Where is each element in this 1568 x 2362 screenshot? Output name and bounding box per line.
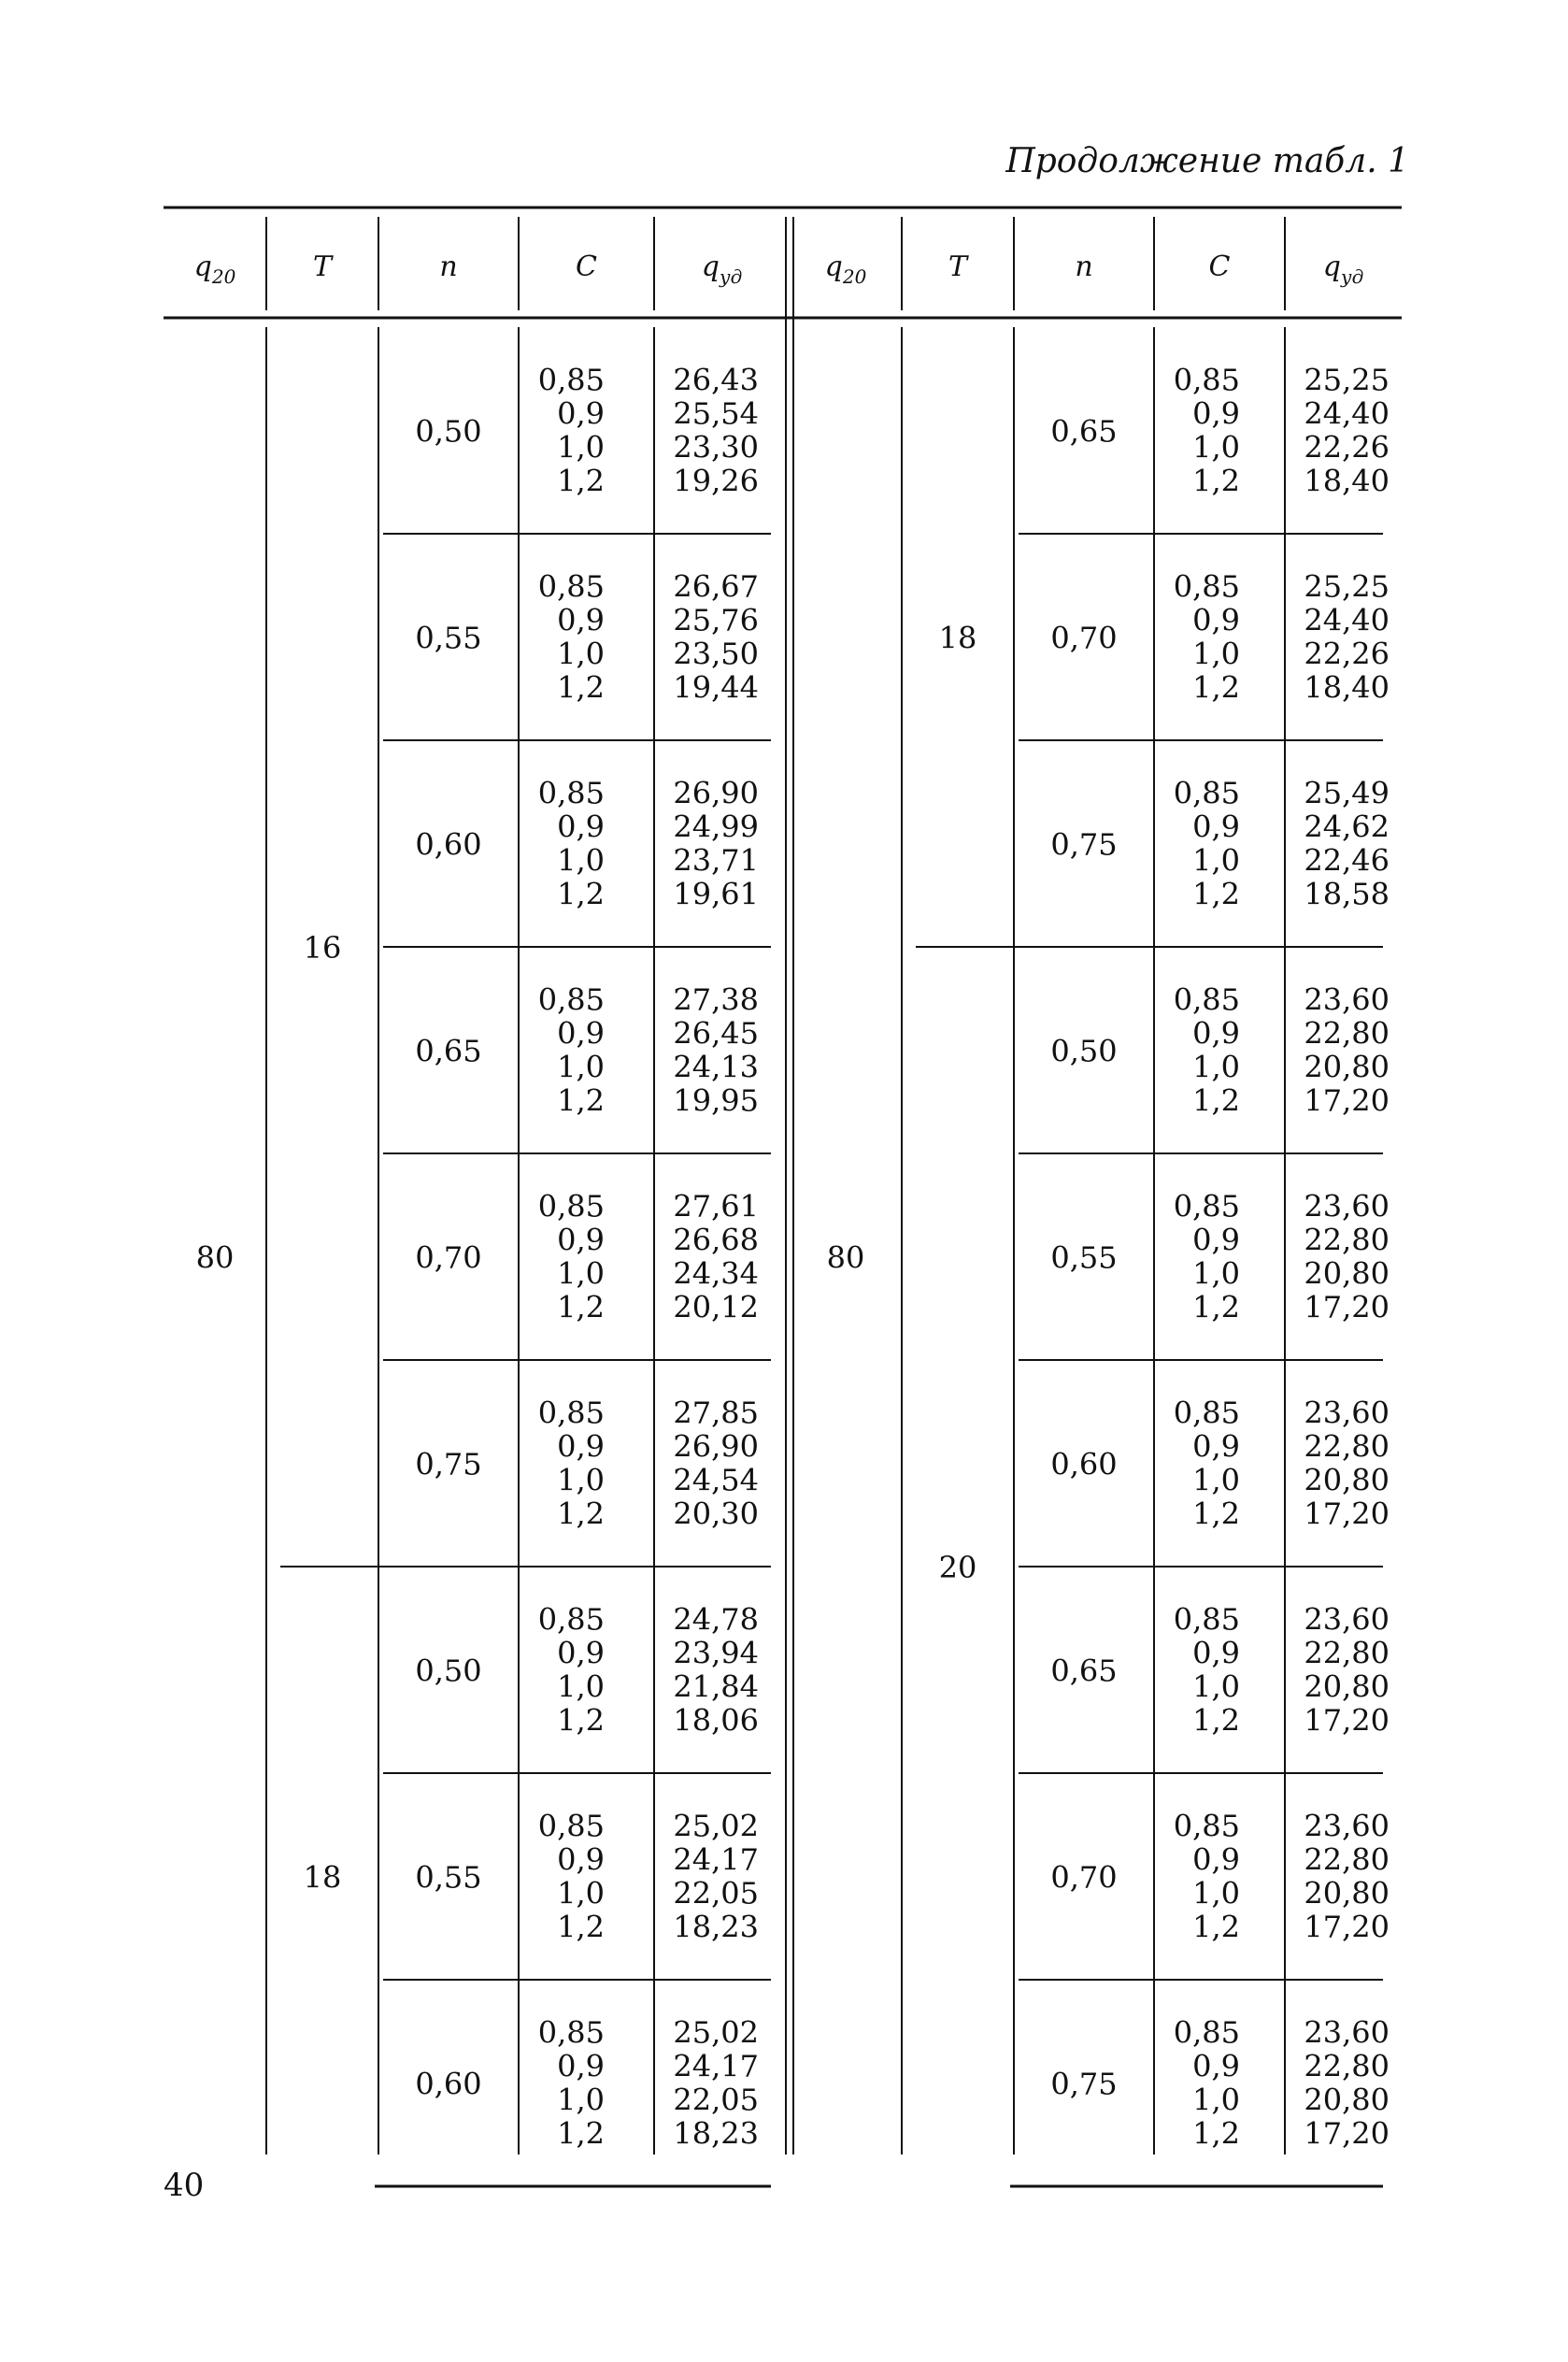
q-ud-value: 20,80 (1304, 2082, 1390, 2118)
n-value: 0,55 (415, 1859, 482, 1896)
C-value: 1,0 (1192, 1668, 1240, 1705)
q-ud-value: 23,71 (673, 842, 759, 879)
q-ud-value: 18,06 (673, 1702, 759, 1739)
q-ud-value: 24,99 (673, 809, 759, 845)
q20-value: 80 (195, 1239, 235, 1276)
C-value: 1,0 (1192, 1049, 1240, 1085)
C-value: 0,9 (557, 602, 605, 638)
q-ud-value: 18,40 (1304, 463, 1390, 499)
C-value: 1,2 (1192, 1909, 1240, 1945)
q-ud-value: 20,80 (1304, 1462, 1390, 1498)
q-ud-value: 17,20 (1304, 1289, 1390, 1325)
q-ud-value: 17,20 (1304, 2115, 1390, 2152)
q-ud-value: 24,17 (673, 2048, 759, 2084)
C-value: 0,9 (1192, 1015, 1240, 1052)
T-value: 16 (303, 930, 342, 966)
q-ud-value: 19,26 (673, 463, 759, 499)
C-value: 1,2 (557, 1082, 605, 1119)
n-value: 0,60 (1050, 1446, 1118, 1482)
C-value: 0,85 (537, 1188, 605, 1224)
C-value: 1,0 (557, 1462, 605, 1498)
header-n: n (1075, 251, 1093, 283)
C-value: 1,2 (557, 1289, 605, 1325)
q-ud-value: 26,67 (673, 568, 759, 605)
C-value: 0,85 (1173, 1395, 1240, 1431)
C-value: 1,2 (557, 876, 605, 912)
n-value: 0,70 (415, 1239, 482, 1276)
C-value: 1,2 (1192, 463, 1240, 499)
C-value: 0,9 (1192, 2048, 1240, 2084)
q-ud-value: 25,02 (673, 2014, 759, 2051)
C-value: 0,9 (1192, 1428, 1240, 1465)
header-q-ud: $q_{уд}$ (1322, 251, 1364, 288)
q-ud-value: 22,80 (1304, 1635, 1390, 1671)
q-ud-value: 21,84 (673, 1668, 759, 1705)
header-T: T (948, 251, 968, 283)
C-value: 0,85 (537, 362, 605, 398)
C-value: 0,9 (557, 809, 605, 845)
C-value: 0,9 (557, 1841, 605, 1878)
n-value: 0,55 (1050, 1239, 1118, 1276)
header-C: C (1208, 251, 1231, 283)
q-ud-value: 27,85 (673, 1395, 759, 1431)
n-value: 0,65 (1050, 1653, 1118, 1689)
q-ud-value: 24,54 (673, 1462, 759, 1498)
q-ud-value: 26,43 (673, 362, 759, 398)
n-value: 0,50 (415, 413, 482, 450)
q-ud-value: 23,60 (1304, 981, 1390, 1018)
q-ud-value: 18,40 (1304, 669, 1390, 706)
C-value: 0,85 (537, 2014, 605, 2051)
n-value: 0,75 (415, 1446, 482, 1482)
q-ud-value: 22,80 (1304, 1015, 1390, 1052)
n-value: 0,75 (1050, 2066, 1118, 2102)
q-ud-value: 22,05 (673, 2082, 759, 2118)
q-ud-value: 19,61 (673, 876, 759, 912)
q-ud-value: 26,90 (673, 775, 759, 811)
q-ud-value: 25,25 (1304, 362, 1390, 398)
header-T: T (312, 251, 333, 283)
C-value: 0,85 (537, 981, 605, 1018)
C-value: 0,9 (557, 1635, 605, 1671)
q-ud-value: 17,20 (1304, 1909, 1390, 1945)
q-ud-value: 25,02 (673, 1808, 759, 1844)
C-value: 0,9 (557, 395, 605, 432)
q-ud-value: 17,20 (1304, 1496, 1390, 1532)
q-ud-value: 26,68 (673, 1222, 759, 1258)
C-value: 0,85 (1173, 1601, 1240, 1638)
q-ud-value: 25,49 (1304, 775, 1390, 811)
C-value: 1,0 (557, 2082, 605, 2118)
n-value: 0,60 (415, 2066, 482, 2102)
n-value: 0,65 (1050, 413, 1118, 450)
q-ud-value: 23,94 (673, 1635, 759, 1671)
C-value: 1,0 (557, 429, 605, 465)
C-value: 1,0 (557, 1875, 605, 1911)
C-value: 0,85 (537, 1808, 605, 1844)
header-q20: $q_{20}$ (193, 251, 236, 288)
q-ud-value: 22,05 (673, 1875, 759, 1911)
q-ud-value: 20,80 (1304, 1255, 1390, 1292)
C-value: 0,9 (1192, 1635, 1240, 1671)
page-number: 40 (164, 2167, 205, 2204)
q-ud-value: 24,78 (673, 1601, 759, 1638)
C-value: 1,2 (1192, 876, 1240, 912)
C-value: 1,0 (1192, 1875, 1240, 1911)
C-value: 1,0 (557, 636, 605, 672)
q-ud-value: 25,54 (673, 395, 759, 432)
table-caption: Продолжение табл. 1 (1005, 142, 1409, 180)
n-value: 0,55 (415, 620, 482, 656)
C-value: 0,85 (1173, 981, 1240, 1018)
C-value: 0,9 (557, 1428, 605, 1465)
C-value: 1,0 (557, 1049, 605, 1085)
n-value: 0,70 (1050, 620, 1118, 656)
T-value: 18 (303, 1859, 342, 1896)
T-value: 18 (938, 620, 977, 656)
q-ud-value: 20,30 (673, 1496, 759, 1532)
C-value: 1,0 (557, 1668, 605, 1705)
C-value: 0,9 (1192, 1222, 1240, 1258)
q-ud-value: 18,23 (673, 2115, 759, 2152)
q-ud-value: 24,40 (1304, 602, 1390, 638)
q-ud-value: 20,80 (1304, 1049, 1390, 1085)
C-value: 1,2 (557, 2115, 605, 2152)
C-value: 0,85 (1173, 1808, 1240, 1844)
q-ud-value: 22,80 (1304, 1222, 1390, 1258)
C-value: 1,0 (1192, 429, 1240, 465)
C-value: 1,0 (1192, 636, 1240, 672)
q-ud-value: 18,23 (673, 1909, 759, 1945)
q-ud-value: 26,45 (673, 1015, 759, 1052)
q-ud-value: 24,62 (1304, 809, 1390, 845)
q-ud-value: 22,80 (1304, 1428, 1390, 1465)
q-ud-value: 22,26 (1304, 636, 1390, 672)
q-ud-value: 23,60 (1304, 1188, 1390, 1224)
C-value: 1,0 (1192, 2082, 1240, 2118)
q-ud-value: 19,44 (673, 669, 759, 706)
q-ud-value: 23,60 (1304, 1395, 1390, 1431)
C-value: 0,85 (537, 775, 605, 811)
q-ud-value: 23,50 (673, 636, 759, 672)
C-value: 0,9 (557, 1222, 605, 1258)
q-ud-value: 23,60 (1304, 1808, 1390, 1844)
q-ud-value: 23,60 (1304, 2014, 1390, 2051)
C-value: 1,2 (557, 669, 605, 706)
q-ud-value: 24,40 (1304, 395, 1390, 432)
q-ud-value: 20,12 (673, 1289, 759, 1325)
q20-value: 80 (826, 1239, 865, 1276)
n-value: 0,50 (1050, 1033, 1118, 1069)
C-value: 0,9 (557, 1015, 605, 1052)
header-q-ud: $q_{уд}$ (701, 251, 743, 288)
n-value: 0,75 (1050, 826, 1118, 863)
C-value: 1,0 (557, 842, 605, 879)
q-ud-value: 27,38 (673, 981, 759, 1018)
q-ud-value: 25,25 (1304, 568, 1390, 605)
C-value: 0,85 (1173, 1188, 1240, 1224)
q-ud-value: 18,58 (1304, 876, 1390, 912)
C-value: 0,85 (537, 568, 605, 605)
C-value: 0,9 (1192, 1841, 1240, 1878)
C-value: 1,2 (557, 463, 605, 499)
C-value: 0,85 (1173, 568, 1240, 605)
C-value: 1,2 (1192, 1289, 1240, 1325)
q-ud-value: 27,61 (673, 1188, 759, 1224)
q-ud-value: 26,90 (673, 1428, 759, 1465)
C-value: 1,2 (1192, 2115, 1240, 2152)
q-ud-value: 20,80 (1304, 1875, 1390, 1911)
C-value: 0,9 (1192, 602, 1240, 638)
C-value: 0,9 (1192, 395, 1240, 432)
q-ud-value: 23,60 (1304, 1601, 1390, 1638)
C-value: 0,85 (1173, 362, 1240, 398)
n-value: 0,70 (1050, 1859, 1118, 1896)
q-ud-value: 24,17 (673, 1841, 759, 1878)
C-value: 1,0 (1192, 1462, 1240, 1498)
header-q20: $q_{20}$ (824, 251, 867, 288)
header-n: n (439, 251, 458, 283)
C-value: 1,2 (1192, 669, 1240, 706)
C-value: 0,85 (1173, 2014, 1240, 2051)
C-value: 0,85 (537, 1601, 605, 1638)
n-value: 0,65 (415, 1033, 482, 1069)
C-value: 0,85 (537, 1395, 605, 1431)
C-value: 1,2 (557, 1496, 605, 1532)
T-value: 20 (938, 1550, 977, 1585)
q-ud-value: 24,13 (673, 1049, 759, 1085)
n-value: 0,60 (415, 826, 482, 863)
C-value: 0,85 (1173, 775, 1240, 811)
C-value: 1,0 (557, 1255, 605, 1292)
C-value: 1,2 (1192, 1496, 1240, 1532)
C-value: 0,9 (1192, 809, 1240, 845)
q-ud-value: 22,80 (1304, 2048, 1390, 2084)
C-value: 1,2 (557, 1909, 605, 1945)
C-value: 1,2 (1192, 1702, 1240, 1739)
header-C: C (576, 251, 597, 283)
q-ud-value: 24,34 (673, 1255, 759, 1292)
q-ud-value: 19,95 (673, 1082, 759, 1119)
C-value: 1,2 (557, 1702, 605, 1739)
q-ud-value: 22,80 (1304, 1841, 1390, 1878)
q-ud-value: 20,80 (1304, 1668, 1390, 1705)
q-ud-value: 22,46 (1304, 842, 1390, 879)
q-ud-value: 22,26 (1304, 429, 1390, 465)
C-value: 1,2 (1192, 1082, 1240, 1119)
q-ud-value: 17,20 (1304, 1702, 1390, 1739)
q-ud-value: 25,76 (673, 602, 759, 638)
q-ud-value: 17,20 (1304, 1082, 1390, 1119)
n-value: 0,50 (415, 1653, 482, 1689)
C-value: 1,0 (1192, 1255, 1240, 1292)
q-ud-value: 23,30 (673, 429, 759, 465)
C-value: 0,9 (557, 2048, 605, 2084)
C-value: 1,0 (1192, 842, 1240, 879)
